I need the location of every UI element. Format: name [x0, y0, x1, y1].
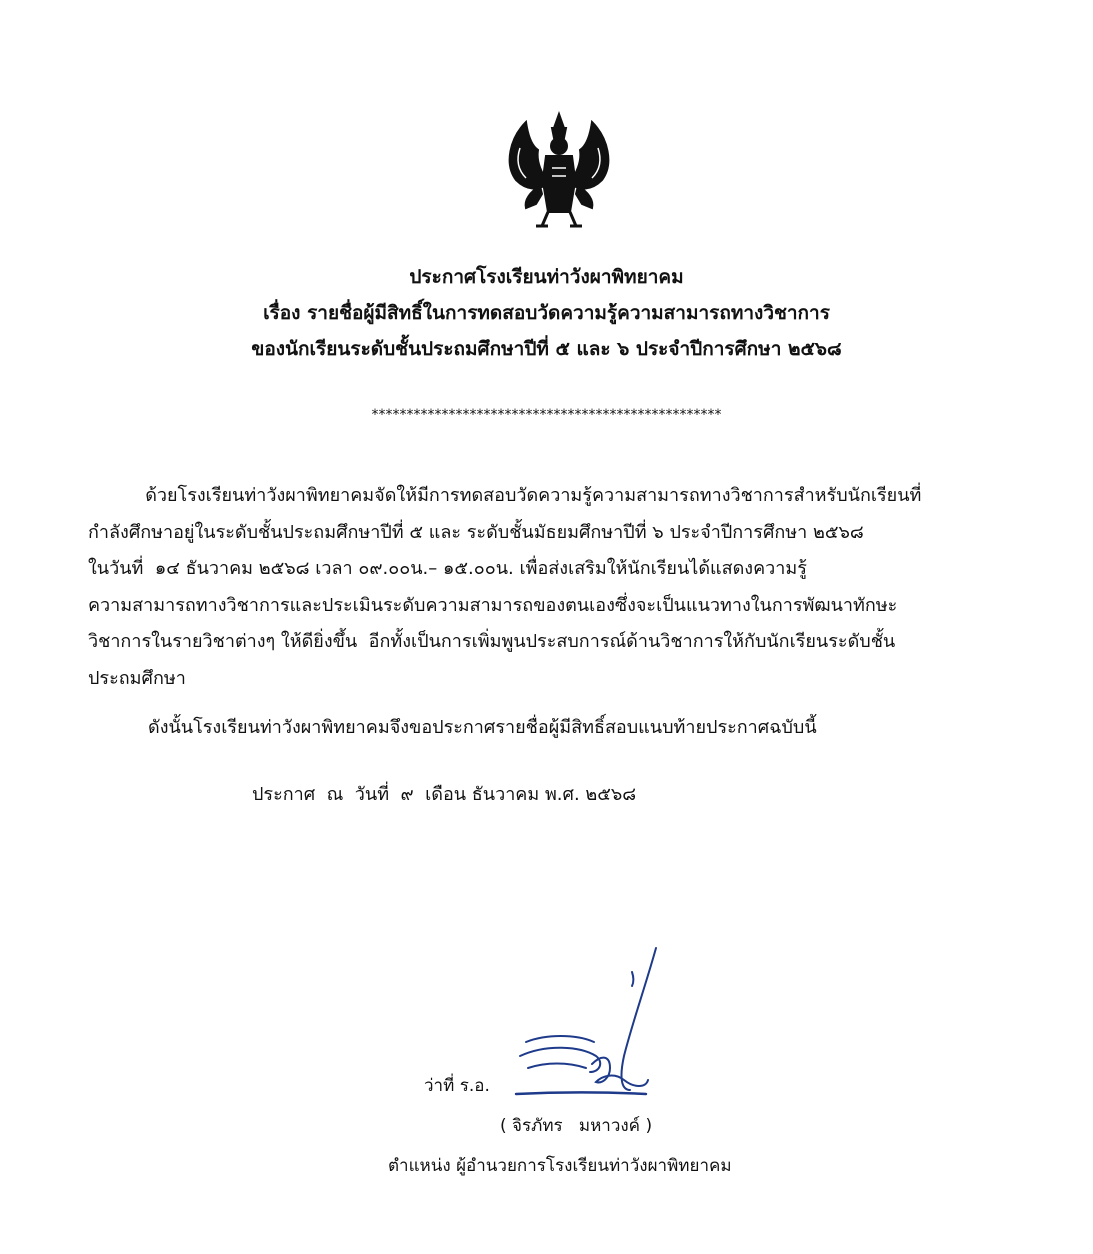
announcement-subject: เรื่อง รายชื่อผู้มีสิทธิ์ในการทดสอบวัดความรู้ความสามารถทางวิชาการ	[263, 302, 830, 324]
acting-rank-prefix: ว่าที่ ร.อ.	[424, 1076, 490, 1096]
paragraph-line: ความสามารถทางวิชาการและประเมินระดับความสามารถของตนเองซึ่งจะเป็นแนวทางในการพัฒนาทักษะ	[88, 594, 898, 616]
paragraph-line: กำลังศึกษาอยู่ในระดับชั้นประถมศึกษาปีที่ ๕ และ ระดับชั้นมัธยมศึกษาปีที่ ๖ ประจำปีการศึกษา ๒๕๖๘	[88, 521, 864, 543]
garuda-emblem-icon	[496, 108, 622, 232]
signer-name: ( จิรภัทร มหาวงค์ )	[500, 1116, 653, 1136]
body-paragraph-1	[88, 478, 983, 697]
separator-line: **************************************************	[371, 407, 722, 423]
paragraph-line: วิชาการในรายวิชาต่างๆ ให้ดียิ่งขึ้น อีกทั้งเป็นการเพิ่มพูนประสบการณ์ด้านวิชาการให้กับนักเรียนระดับชั้น	[88, 631, 896, 652]
announcement-date: ประกาศ ณ วันที่ ๙ เดือน ธันวาคม พ.ศ. ๒๕๖๘	[252, 784, 637, 805]
body-paragraph-2: ดังนั้นโรงเรียนท่าวังผาพิทยาคมจึงขอประกาศรายชื่อผู้มีสิทธิ์สอบแนบท้ายประกาศฉบับนี้	[148, 717, 817, 738]
handwritten-signature-icon	[506, 944, 676, 1104]
paragraph-line: ในวันที่ ๑๔ ธันวาคม ๒๕๖๘ เวลา ๐๙.๐๐น.– ๑๕.๐๐น. เพื่อส่งเสริมให้นักเรียนได้แสดงความรู้	[88, 558, 807, 579]
paragraph-line: ประถมศึกษา	[88, 667, 186, 689]
announcement-title: ประกาศโรงเรียนท่าวังผาพิทยาคม	[409, 266, 684, 288]
announcement-subject-continued: ของนักเรียนระดับชั้นประถมศึกษาปีที่ ๕ และ ๖ ประจำปีการศึกษา ๒๕๖๘	[251, 338, 842, 360]
paragraph-line: ด้วยโรงเรียนท่าวังผาพิทยาคมจัดให้มีการทดสอบวัดความรู้ความสามารถทางวิชาการสำหรับนักเรียนที่	[88, 485, 922, 506]
signer-position: ตำแหน่ง ผู้อำนวยการโรงเรียนท่าวังผาพิทยาคม	[388, 1156, 732, 1176]
